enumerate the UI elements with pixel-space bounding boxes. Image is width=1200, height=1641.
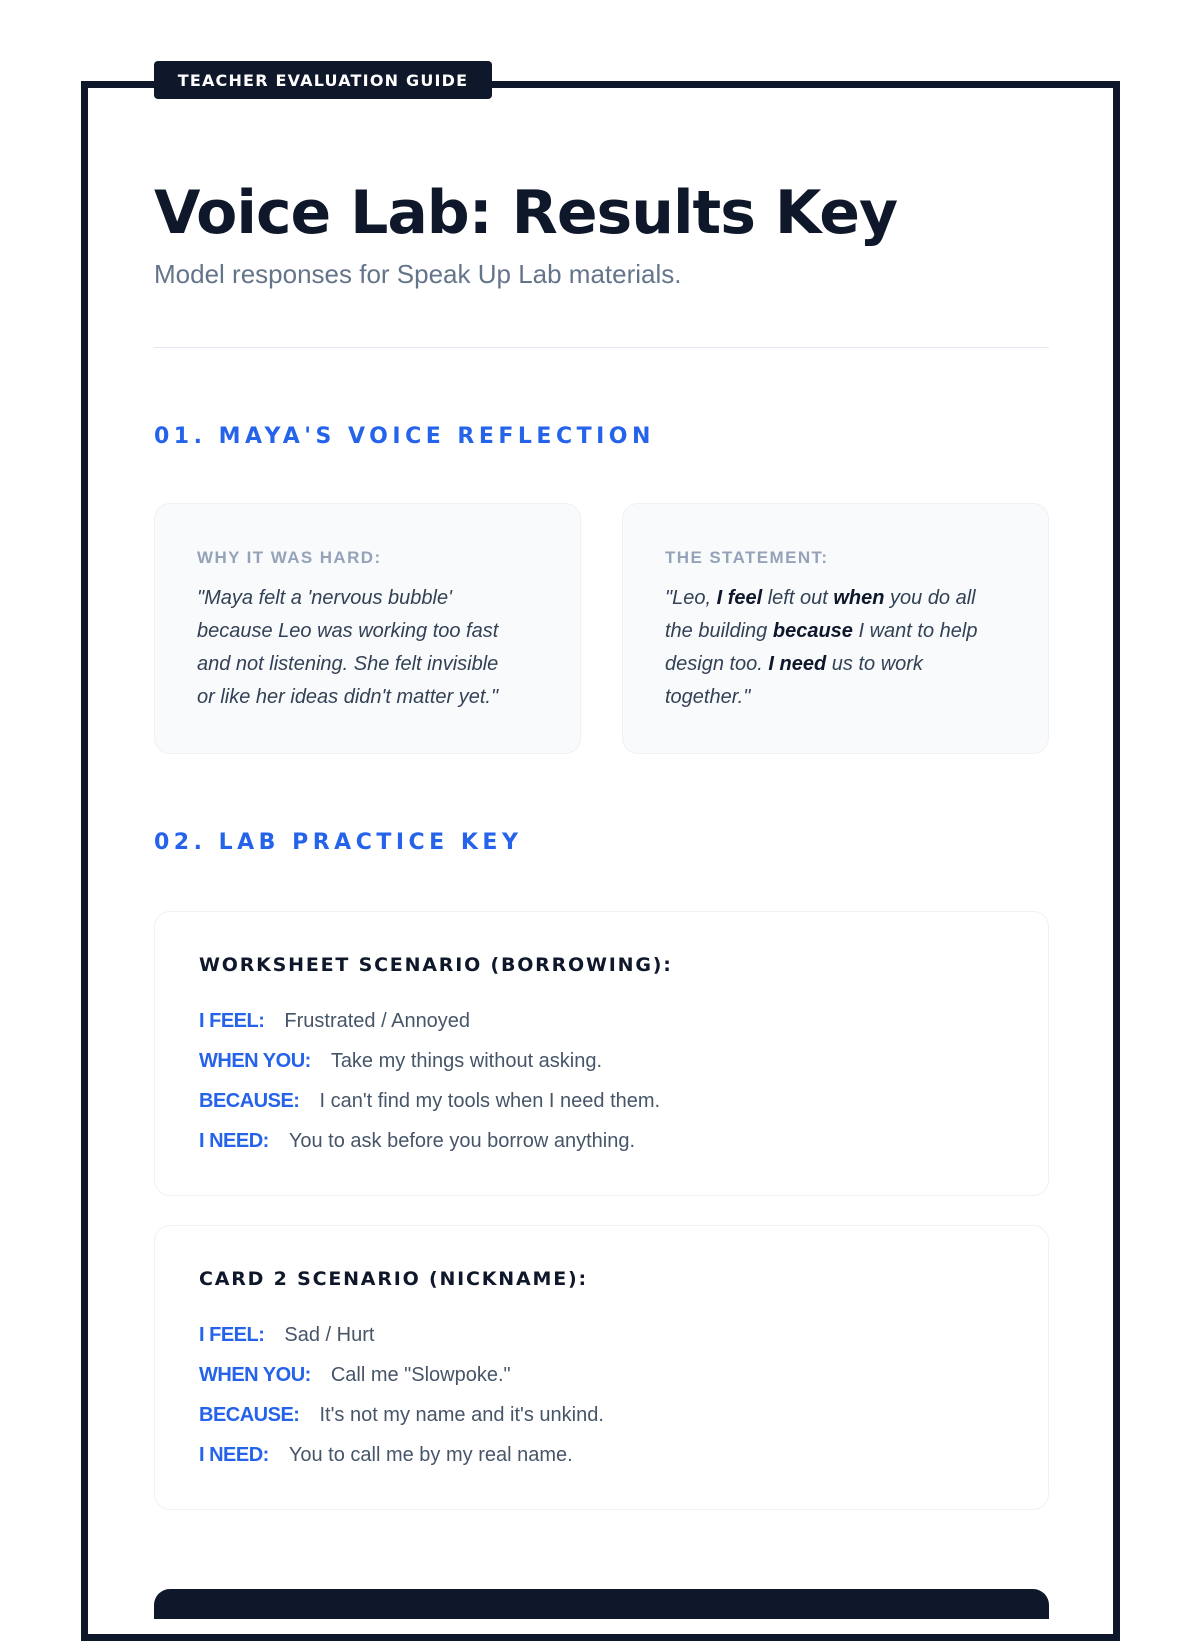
quote-text: I want to help bbox=[852, 620, 978, 642]
row-label: BECAUSE: bbox=[199, 1089, 300, 1112]
quote-text: us to work bbox=[826, 653, 923, 675]
answer-row bbox=[199, 1041, 1006, 1081]
answer-row bbox=[199, 1001, 1006, 1041]
row-label: I FEEL: bbox=[199, 1323, 265, 1346]
row-label: I FEEL: bbox=[199, 1009, 265, 1032]
why-quote bbox=[197, 582, 538, 714]
footer-bar bbox=[154, 1589, 1049, 1619]
answer-row bbox=[199, 1355, 1006, 1395]
card-2-scenario-card bbox=[154, 1225, 1049, 1510]
quote-line: or like her ideas didn't matter yet." bbox=[197, 686, 499, 708]
quote-line: and not listening. She felt invisible bbox=[197, 653, 499, 675]
page-subtitle: Model responses for Speak Up Lab materials. bbox=[154, 259, 682, 289]
card-label: WHY IT WAS HARD: bbox=[197, 548, 382, 567]
row-label: I NEED: bbox=[199, 1129, 269, 1152]
quote-text: design too. bbox=[665, 653, 769, 675]
row-label: I NEED: bbox=[199, 1443, 269, 1466]
guide-tag: TEACHER EVALUATION GUIDE bbox=[154, 61, 492, 99]
scenario-title: WORKSHEET SCENARIO (BORROWING): bbox=[199, 954, 673, 976]
answer-row bbox=[199, 1081, 1006, 1121]
keyword-because: because bbox=[772, 620, 853, 642]
row-value: It's not my name and it's unkind. bbox=[319, 1403, 604, 1426]
quote-text: left out bbox=[762, 587, 834, 609]
row-value: Frustrated / Annoyed bbox=[284, 1009, 471, 1032]
keyword-i-need: I need bbox=[768, 653, 827, 675]
page-title: Voice Lab: Results Key bbox=[154, 178, 898, 248]
quote-text: "Leo, bbox=[665, 587, 717, 609]
statement-quote bbox=[665, 582, 1006, 714]
quote-text: you do all bbox=[884, 587, 976, 609]
answer-row bbox=[199, 1395, 1006, 1435]
row-value: You to ask before you borrow anything. bbox=[288, 1129, 635, 1152]
quote-line: because Leo was working too fast bbox=[197, 620, 499, 642]
row-label: WHEN YOU: bbox=[199, 1049, 311, 1072]
scenario-title: CARD 2 SCENARIO (NICKNAME): bbox=[199, 1268, 588, 1290]
section-heading-practice: 02. LAB PRACTICE KEY bbox=[154, 830, 523, 855]
answer-row bbox=[199, 1435, 1006, 1475]
keyword-when: when bbox=[833, 587, 885, 609]
row-value: Take my things without asking. bbox=[330, 1049, 603, 1072]
divider bbox=[154, 347, 1049, 348]
statement-card bbox=[622, 503, 1049, 754]
keyword-i-feel: I feel bbox=[716, 587, 763, 609]
worksheet-scenario-card bbox=[154, 911, 1049, 1196]
quote-text: the building bbox=[665, 620, 773, 642]
answer-row bbox=[199, 1315, 1006, 1355]
row-value: I can't find my tools when I need them. bbox=[319, 1089, 661, 1112]
section-heading-reflection: 01. MAYA'S VOICE REFLECTION bbox=[154, 424, 655, 449]
row-label: BECAUSE: bbox=[199, 1403, 300, 1426]
row-value: Call me "Slowpoke." bbox=[330, 1363, 511, 1386]
row-value: You to call me by my real name. bbox=[288, 1443, 573, 1466]
answer-row bbox=[199, 1121, 1006, 1161]
card-label: THE STATEMENT: bbox=[665, 548, 829, 567]
quote-line: "Maya felt a 'nervous bubble' bbox=[197, 587, 452, 609]
row-value: Sad / Hurt bbox=[284, 1323, 375, 1346]
why-it-was-hard-card bbox=[154, 503, 581, 754]
row-label: WHEN YOU: bbox=[199, 1363, 311, 1386]
quote-text: together." bbox=[665, 686, 751, 708]
